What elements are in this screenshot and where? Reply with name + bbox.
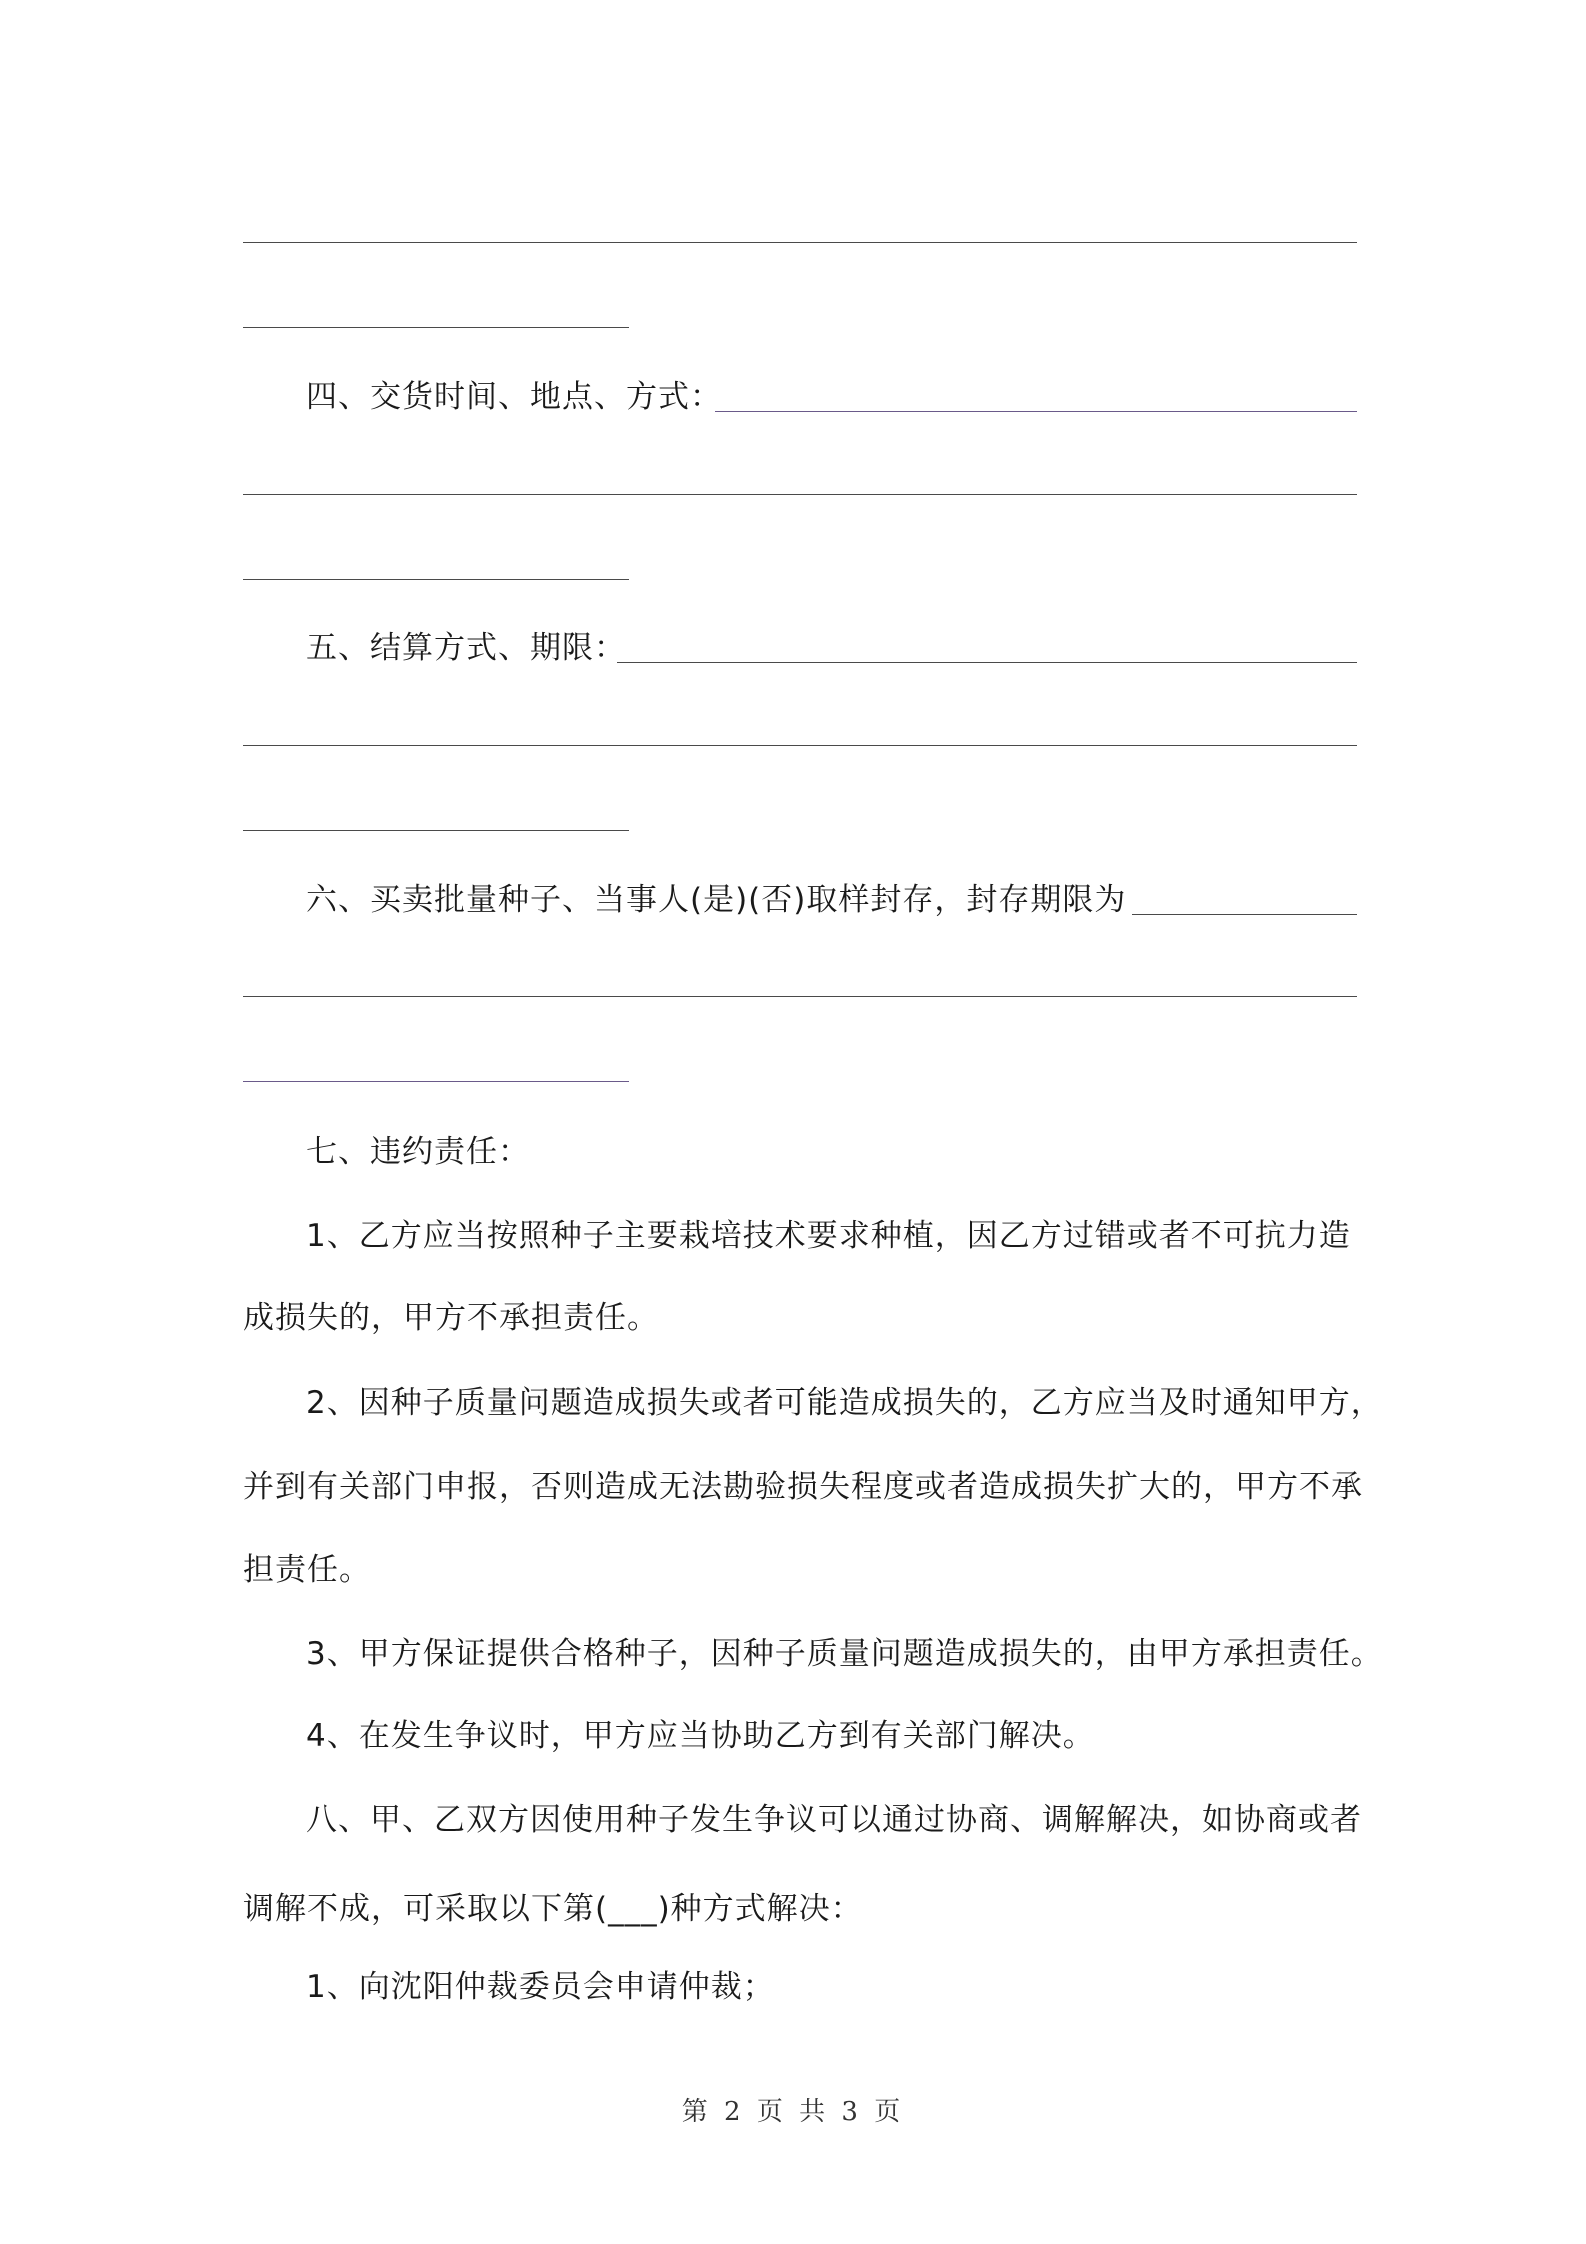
paragraph-line: 调解不成，可采取以下第(___)种方式解决： bbox=[243, 1891, 863, 1927]
paragraph-line: 3、甲方保证提供合格种子，因种子质量问题造成损失的，由甲方承担责任。 bbox=[306, 1636, 1383, 1672]
fill-line bbox=[243, 327, 629, 328]
page-footer: 第 2 页 共 3 页 bbox=[681, 2097, 905, 2127]
section-5-label: 五、结算方式、期限： bbox=[306, 630, 626, 666]
fill-line bbox=[243, 242, 1357, 243]
fill-line bbox=[243, 996, 1357, 997]
paragraph-line: 1、向沈阳仲裁委员会申请仲裁； bbox=[306, 1969, 775, 2005]
paragraph-line: 八、甲、乙双方因使用种子发生争议可以通过协商、调解解决，如协商或者 bbox=[306, 1802, 1362, 1838]
fill-line bbox=[243, 830, 629, 831]
paragraph-line: 1、乙方应当按照种子主要栽培技术要求种植，因乙方过错或者不可抗力造 bbox=[306, 1218, 1351, 1254]
fill-line bbox=[243, 579, 629, 580]
fill-line bbox=[243, 494, 1357, 495]
section-4-label: 四、交货时间、地点、方式： bbox=[306, 379, 722, 415]
paragraph-line: 4、在发生争议时，甲方应当协助乙方到有关部门解决。 bbox=[306, 1718, 1095, 1754]
fill-line bbox=[243, 1081, 629, 1082]
paragraph-line: 2、因种子质量问题造成损失或者可能造成损失的，乙方应当及时通知甲方， bbox=[306, 1385, 1383, 1421]
fill-line bbox=[1132, 914, 1357, 915]
fill-line bbox=[715, 411, 1357, 412]
fill-line bbox=[617, 662, 1357, 663]
section-6-label: 六、买卖批量种子、当事人(是)(否)取样封存，封存期限为 bbox=[306, 882, 1127, 918]
fill-line bbox=[243, 745, 1357, 746]
paragraph-line: 并到有关部门申报，否则造成无法勘验损失程度或者造成损失扩大的，甲方不承 bbox=[243, 1469, 1363, 1505]
paragraph-line: 成损失的，甲方不承担责任。 bbox=[243, 1300, 659, 1336]
section-7-title: 七、违约责任： bbox=[306, 1134, 530, 1170]
paragraph-line: 担责任。 bbox=[243, 1552, 371, 1588]
